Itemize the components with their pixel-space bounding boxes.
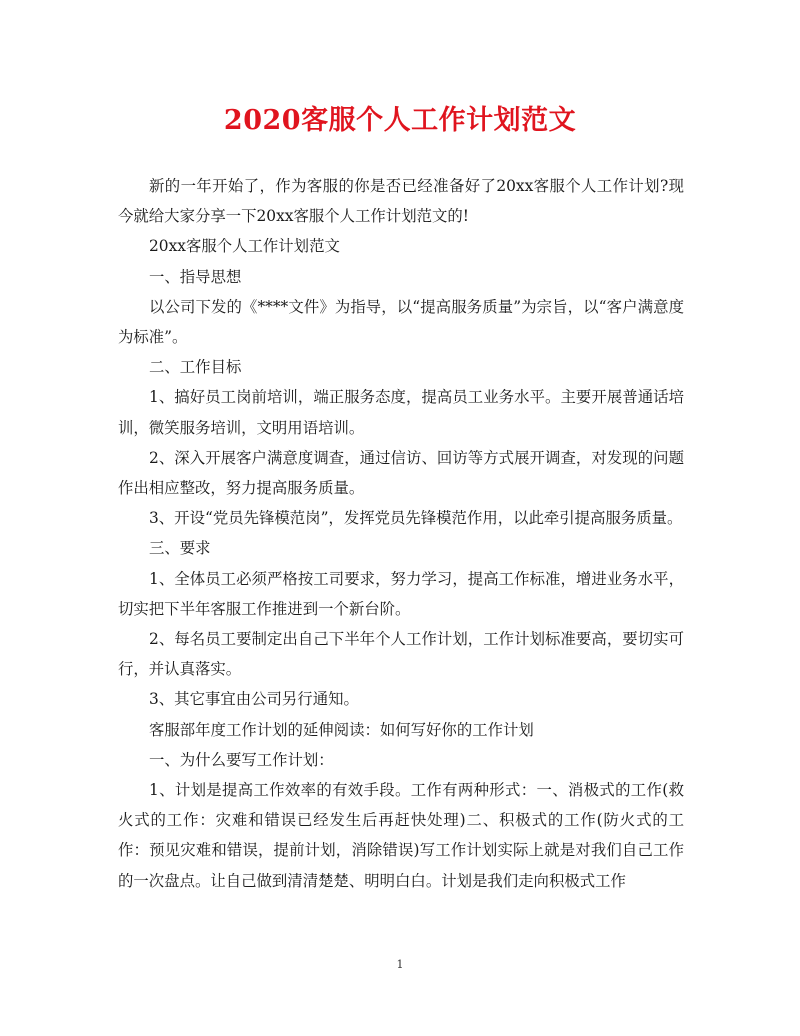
subtitle-paragraph: 20xx客服个人工作计划范文 — [149, 237, 340, 256]
page-number: 1 — [396, 958, 404, 971]
document-body — [118, 171, 684, 896]
section-heading-requirements: 三、要求 — [149, 539, 211, 558]
why-plan-item-1: 1、计划是提高工作效率的有效手段。工作有两种形式：一、消极式的工作(救火式的工作：灾难和错误已经发生后再赶快处理)二、积极式的工作(防火式的工作：预见灾难和错误，提前计划，消除错误)写工作计划实际上就是对我们自己工作的一次盘点。让自己做到清清楚楚、明明白白。计划是我们走向积极式工作 — [118, 781, 684, 890]
work-goal-item-1: 1、搞好员工岗前培训，端正服务态度，提高员工业务水平。主要开展普通话培训，微笑服务培训，文明用语培训。 — [118, 388, 684, 437]
intro-paragraph: 新的一年开始了，作为客服的你是否已经准备好了20xx客服个人工作计划?现今就给大家分享一下20xx客服个人工作计划范文的! — [118, 177, 684, 226]
document-title: 2020客服个人工作计划范文 — [223, 105, 577, 136]
work-goal-item-2: 2、深入开展客户满意度调查，通过信访、回访等方式展开调查，对发现的问题作出相应整改，努力提高服务质量。 — [118, 448, 684, 498]
section-heading-work-goals: 二、工作目标 — [149, 358, 242, 377]
work-goal-item-3: 3、开设“党员先锋模范岗”，发挥党员先锋模范作用，以此牵引提高服务质量。 — [149, 509, 683, 528]
extended-reading-heading: 客服部年度工作计划的延伸阅读：如何写好你的工作计划 — [149, 720, 534, 739]
section-heading-guiding-thought: 一、指导思想 — [149, 267, 242, 286]
requirement-item-1: 1、全体员工必须严格按工司要求，努力学习，提高工作标准，增进业务水平，切实把下半年客服工作推进到一个新台阶。 — [118, 569, 684, 618]
section-heading-why-plan: 一、为什么要写工作计划： — [149, 750, 334, 769]
guiding-thought-paragraph: 以公司下发的《****文件》为指导，以“提高服务质量”为宗旨，以“客户满意度为标准”。 — [118, 297, 684, 347]
requirement-item-3: 3、其它事宜由公司另行通知。 — [149, 690, 359, 709]
requirement-item-2: 2、每名员工要制定出自己下半年个人工作计划，工作计划标准要高，要切实可行，并认真落实。 — [118, 630, 684, 679]
